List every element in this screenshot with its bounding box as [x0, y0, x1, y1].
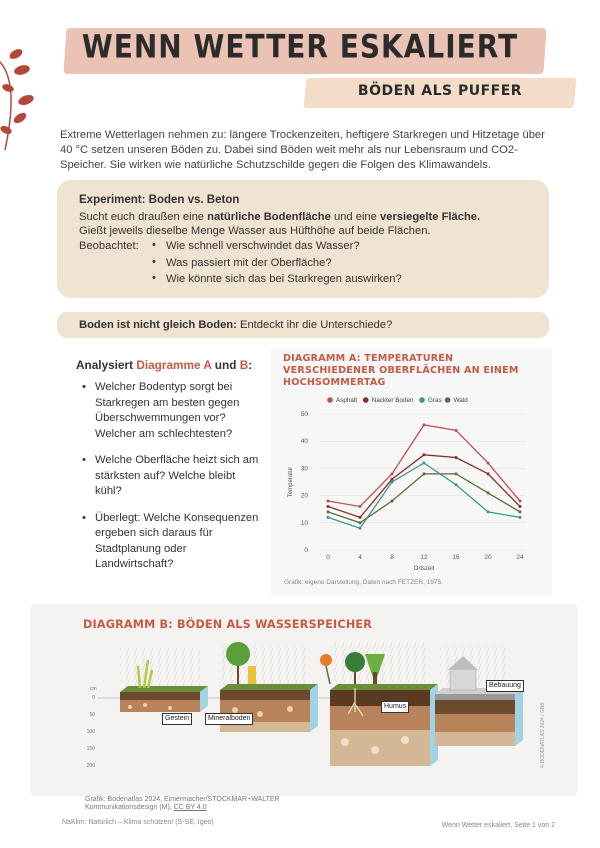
x-axis-label: Ortszeit — [413, 566, 435, 572]
x-tick-label: 16 — [452, 554, 460, 561]
data-point — [455, 472, 458, 475]
y-tick-label: 10 — [300, 519, 308, 527]
legend-label: Wald — [453, 397, 468, 405]
footer-left: NaKlim: Natürlich – Klima schützen! (S-SE, Igeo) — [62, 819, 214, 826]
data-point — [487, 461, 490, 464]
data-point — [455, 456, 458, 459]
label-humus: Humus — [381, 701, 409, 713]
y-axis-label: Temperatur — [288, 466, 294, 498]
footer-page-info: Wenn Wetter eskaliert, Seite 1 von 2 — [441, 822, 555, 829]
x-tick-label: 8 — [390, 554, 394, 561]
observe-label: Beobachtet: — [79, 240, 139, 252]
legend-marker — [445, 397, 451, 403]
diagram-b-side-note: © BODENATLAS 2024 / GBB — [540, 702, 546, 768]
analysis-heading: Analysiert Diagramme A und B: — [76, 358, 253, 372]
y-tick-label: 30 — [300, 465, 308, 473]
tick-label: 100 — [86, 729, 95, 735]
experiment-instruction-1: Sucht euch draußen eine natürliche Bodenfläche und eine versiegelte Fläche. — [79, 211, 481, 223]
y-tick-label: 40 — [300, 438, 308, 446]
data-point — [327, 516, 330, 519]
data-point — [455, 483, 458, 486]
data-point — [487, 472, 490, 475]
analysis-questions — [82, 380, 262, 584]
page-subtitle: BÖDEN ALS PUFFER — [357, 83, 523, 99]
data-point — [391, 472, 394, 475]
data-point — [487, 510, 490, 513]
x-tick-label: 20 — [484, 554, 492, 561]
data-point — [359, 521, 362, 524]
label-mineralboden: Mineralboden — [205, 713, 253, 725]
tick-label: 150 — [86, 746, 95, 752]
data-point — [391, 481, 394, 484]
x-tick-label: 4 — [358, 554, 362, 561]
data-point — [519, 510, 522, 513]
license-link[interactable]: CC BY 4.0 — [173, 804, 207, 811]
list-item: • Welcher Bodentyp sorgt bei Starkregen am besten gegen Überschwemmungen vor? Welcher am schlechtesten? — [82, 380, 262, 442]
x-tick-label: 0 — [326, 554, 330, 561]
data-point — [519, 516, 522, 519]
data-point — [487, 491, 490, 494]
data-point — [327, 500, 330, 503]
boden-banner-text: Boden ist nicht gleich Boden: Entdeckt ihr die Unterschiede? — [79, 319, 393, 331]
data-point — [359, 516, 362, 519]
observe-list — [152, 240, 402, 290]
y-tick-label: 20 — [300, 492, 308, 500]
data-point — [359, 527, 362, 530]
data-point — [327, 510, 330, 513]
list-item: • Welche Oberfläche heizt sich am stärksten auf? Welche bleibt kühl? — [82, 453, 262, 500]
y-tick-label: 50 — [300, 411, 308, 418]
list-item: • Überlegt: Welche Konsequenzen ergeben sich daraus für Stadtplanung oder Landwirtschaft? — [82, 511, 262, 573]
diagram-b-source: Grafik: Bodenatlas 2024, Eimermacher/STOCKMAR+WALTER Kommunikationsdesign (M), CC BY 4.0 — [85, 796, 280, 811]
diagram-b-illustration — [30, 632, 530, 792]
data-point — [423, 423, 426, 426]
experiment-title: Experiment: Boden vs. Beton — [79, 194, 240, 206]
data-point — [391, 478, 394, 481]
legend-label: Asphalt — [336, 397, 358, 405]
legend-marker — [327, 397, 333, 403]
series-line — [328, 474, 520, 523]
data-point — [519, 505, 522, 508]
data-point — [455, 429, 458, 432]
legend-label: Nackter Boden — [371, 397, 414, 405]
x-tick-label: 12 — [420, 554, 428, 561]
data-point — [519, 500, 522, 503]
diagram-b-title: DIAGRAMM B: BÖDEN ALS WASSERSPEICHER — [83, 618, 373, 631]
chart-a — [270, 388, 552, 578]
experiment-instruction-2: Gießt jeweils dieselbe Menge Wasser aus Hüfthöhe auf beide Flächen. — [79, 225, 431, 237]
list-item: • Wie könnte sich das bei Starkregen auswirken? — [152, 273, 402, 290]
label-bebauung: Bebauung — [486, 680, 524, 692]
intro-paragraph: Extreme Wetterlagen nehmen zu: längere Trockenzeiten, heftigere Starkregen und Hitzetage über 40 °C setzen unseren Böden zu. Dabei sind Böden weit mehr als nur Lebensraum und CO2-Speicher. Sie wirken wie natürliche Schutzschilde gegen die Folgen des Klimawandels. — [60, 129, 545, 171]
legend-marker — [363, 397, 369, 403]
chart-a-source: Grafik: eigene Darstellung, Daten nach FETZER, 1975. — [284, 579, 443, 586]
tick-label: 200 — [86, 763, 95, 769]
data-point — [423, 461, 426, 464]
legend-marker — [419, 397, 425, 403]
chart-a-title: DIAGRAMM A: TEMPERATUREN VERSCHIEDENER OBERFLÄCHEN AN EINEM HOCHSOMMERTAG — [283, 353, 519, 388]
list-item: • Wie schnell verschwindet das Wasser? — [152, 240, 402, 257]
data-point — [327, 505, 330, 508]
page-title: WENN WETTER ESKALIERT — [81, 27, 519, 66]
tick-label: 50 — [89, 712, 95, 718]
data-point — [423, 453, 426, 456]
y-tick-label: 0 — [304, 547, 308, 554]
list-item: • Was passiert mit der Oberfläche? — [152, 257, 402, 274]
legend-label: Gras — [428, 397, 442, 405]
x-tick-label: 24 — [516, 554, 524, 561]
data-point — [391, 500, 394, 503]
axis-unit-label: cm — [90, 686, 97, 692]
label-gestein: Gestein — [162, 713, 192, 725]
data-point — [423, 472, 426, 475]
data-point — [359, 505, 362, 508]
tick-label: 0 — [92, 695, 95, 701]
